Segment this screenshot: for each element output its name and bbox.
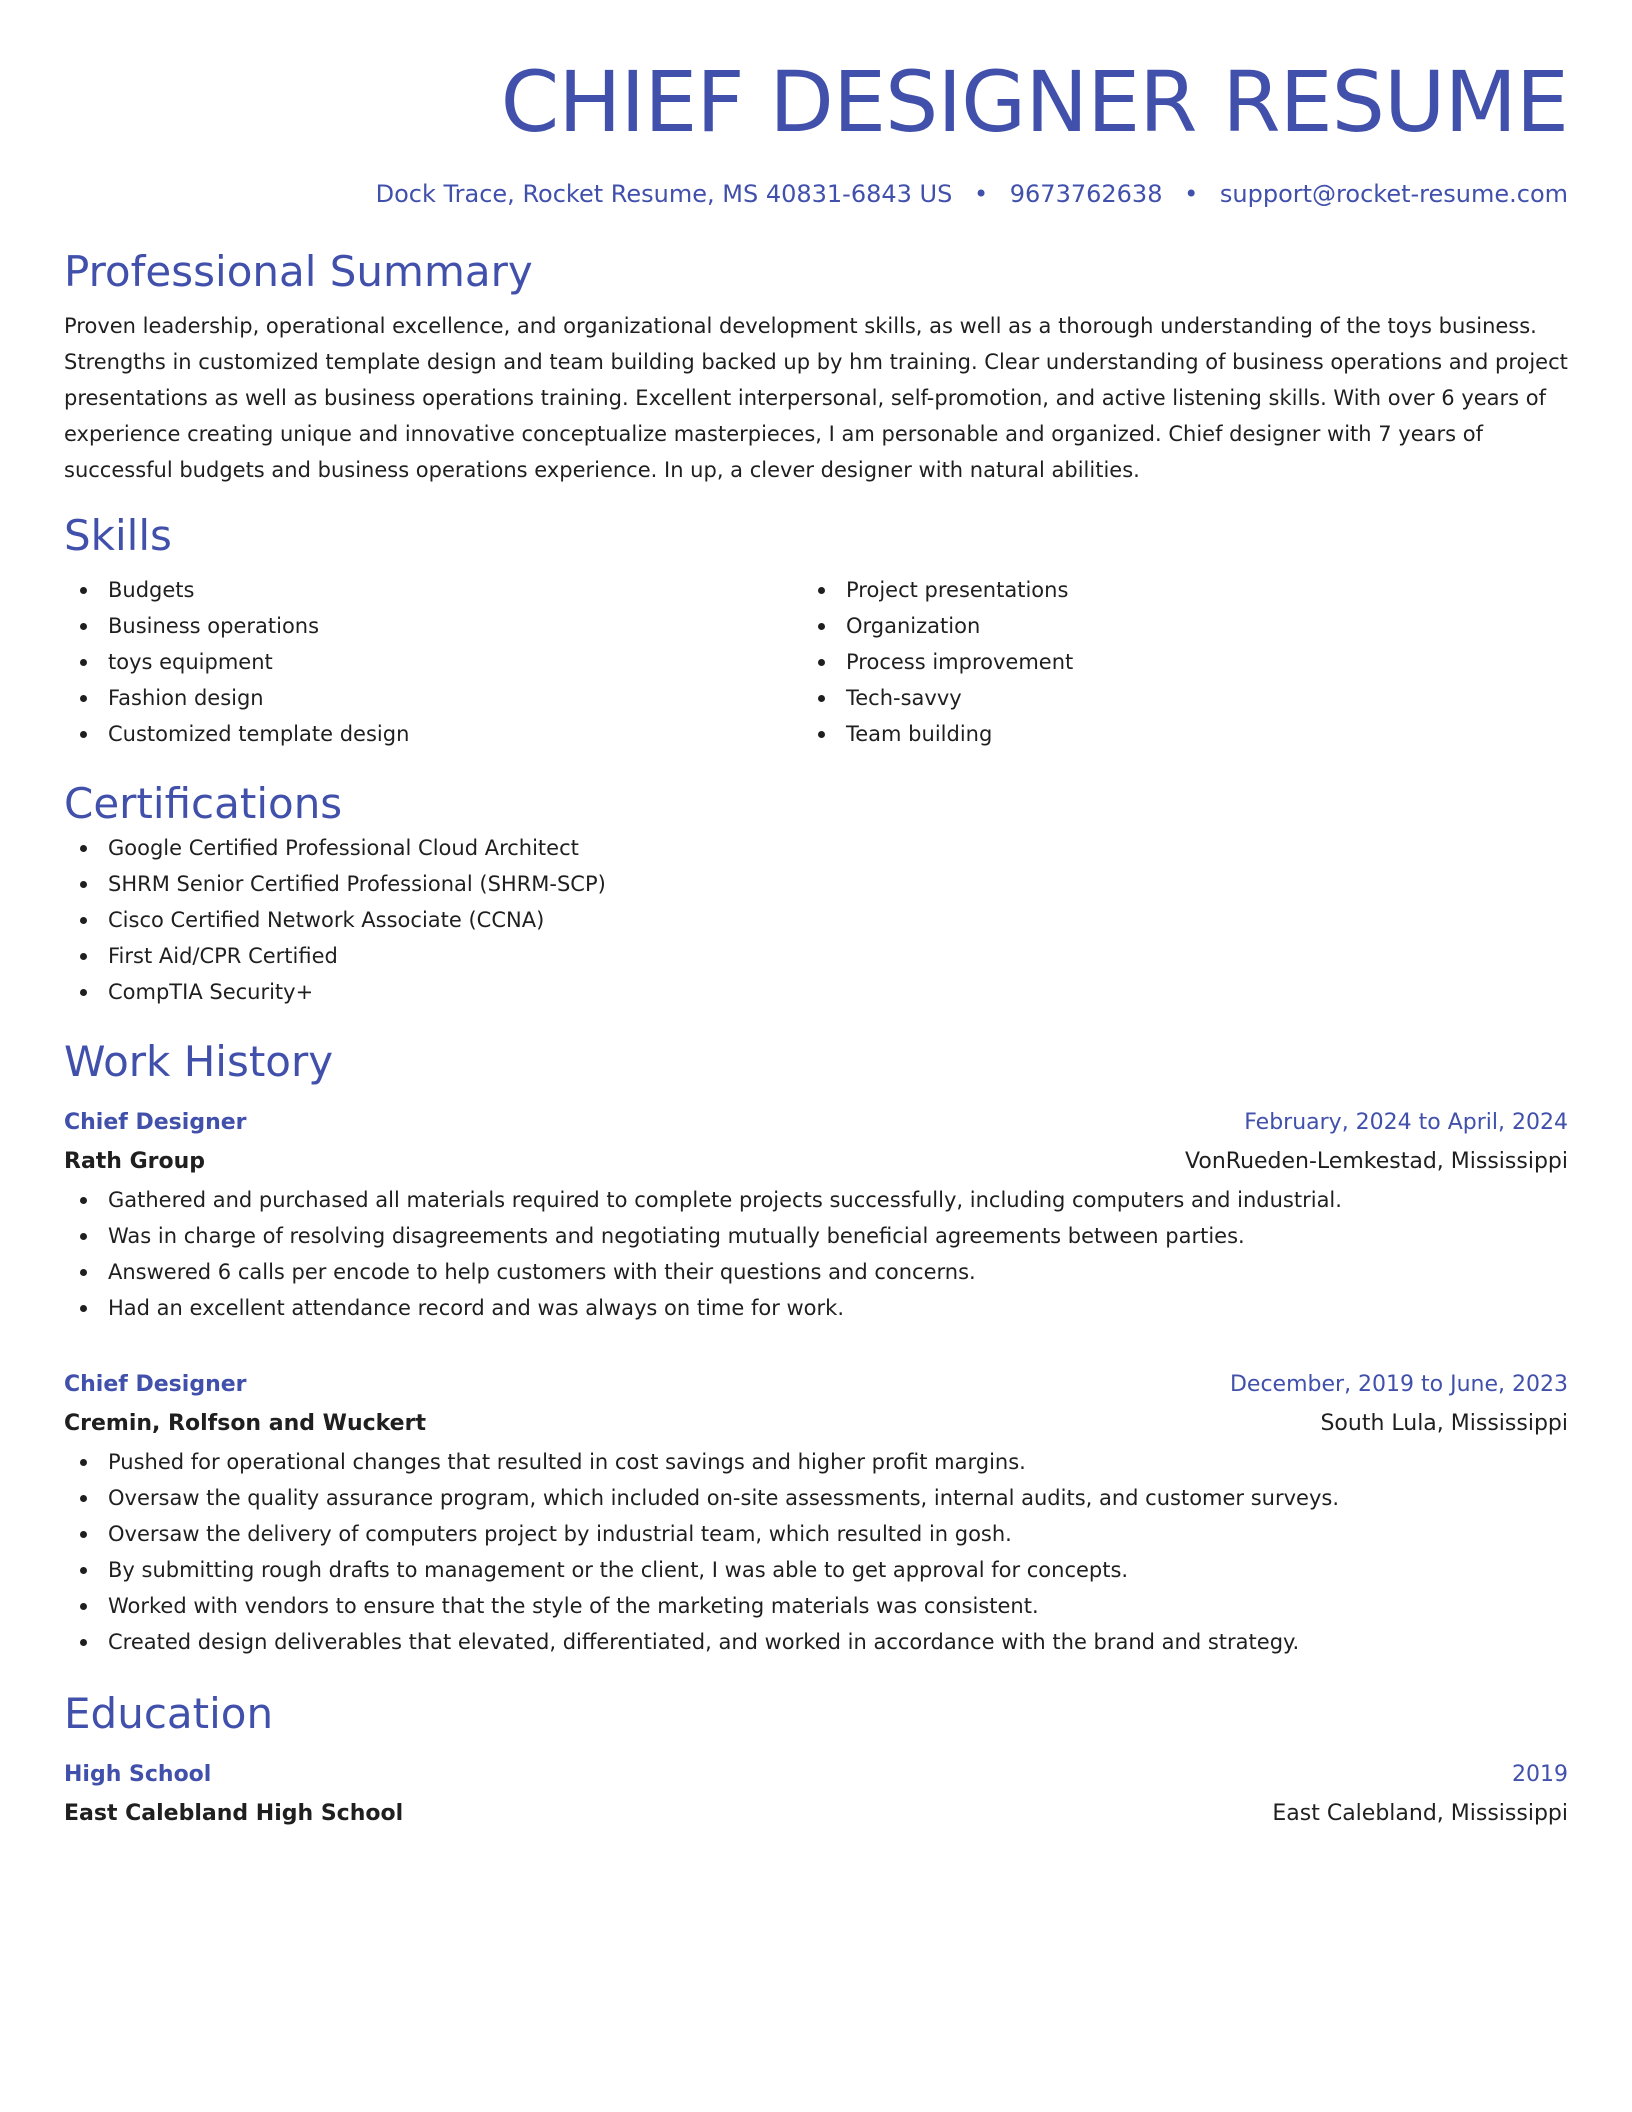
contact-email: support@rocket-resume.com bbox=[1219, 180, 1568, 208]
job-company-row bbox=[64, 1142, 1568, 1182]
summary-section bbox=[64, 246, 1568, 488]
skill-item: Project presentations bbox=[802, 572, 1540, 608]
job-bullet: Pushed for operational changes that resulted in cost savings and higher profit margins. bbox=[64, 1444, 1568, 1480]
education-school-row bbox=[64, 1794, 1568, 1834]
contact-phone: 9673762638 bbox=[1009, 180, 1163, 208]
job-bullet: Answered 6 calls per encode to help customers with their questions and concerns. bbox=[64, 1254, 1568, 1290]
skills-list-left bbox=[64, 572, 802, 752]
job-bullet: Gathered and purchased all materials required to complete projects successfully, including computers and industrial. bbox=[64, 1182, 1568, 1218]
skill-item: Business operations bbox=[64, 608, 802, 644]
job-location: VonRueden-Lemkestad, Mississippi bbox=[1185, 1149, 1568, 1174]
job-company-row bbox=[64, 1404, 1568, 1444]
job-bullet-list bbox=[64, 1182, 1568, 1326]
job-bullet: Was in charge of resolving disagreements and negotiating mutually beneficial agreements between parties. bbox=[64, 1218, 1568, 1254]
resume-header bbox=[64, 0, 1568, 210]
certification-item: CompTIA Security+ bbox=[64, 974, 1568, 1010]
education-entry bbox=[64, 1756, 1568, 1834]
education-heading: Education bbox=[64, 1689, 274, 1738]
skills-heading: Skills bbox=[64, 511, 172, 560]
contact-separator: • bbox=[973, 180, 989, 208]
certification-item: Google Certified Professional Cloud Architect bbox=[64, 830, 1568, 866]
education-year: 2019 bbox=[1512, 1762, 1568, 1787]
skill-item: Fashion design bbox=[64, 680, 802, 716]
education-location: East Calebland, Mississippi bbox=[1272, 1801, 1568, 1826]
skill-item: Team building bbox=[802, 716, 1540, 752]
work-history-heading: Work History bbox=[64, 1037, 334, 1086]
job-entry bbox=[64, 1104, 1568, 1326]
job-header-row bbox=[64, 1366, 1568, 1404]
education-school: East Calebland High School bbox=[64, 1801, 404, 1826]
job-company: Rath Group bbox=[64, 1149, 206, 1174]
job-dates: February, 2024 to April, 2024 bbox=[1244, 1110, 1568, 1135]
education-section bbox=[64, 1688, 1568, 1834]
summary-heading: Professional Summary bbox=[64, 247, 533, 296]
skill-item: Organization bbox=[802, 608, 1540, 644]
job-title: Chief Designer bbox=[64, 1110, 247, 1135]
contact-separator: • bbox=[1184, 180, 1199, 208]
job-bullet: Created design deliverables that elevated, differentiated, and worked in accordance with the brand and strategy. bbox=[64, 1624, 1568, 1660]
job-bullet-list bbox=[64, 1444, 1568, 1660]
contact-address: Dock Trace, Rocket Resume, MS 40831-6843 US bbox=[375, 180, 953, 208]
job-bullet: By submitting rough drafts to management or the client, I was able to get approval for concepts. bbox=[64, 1552, 1568, 1588]
skills-list-right bbox=[802, 572, 1540, 752]
certifications-heading: Certifications bbox=[64, 779, 343, 828]
contact-line bbox=[64, 178, 1568, 210]
job-header-row bbox=[64, 1104, 1568, 1142]
summary-text: Proven leadership, operational excellence, and organizational development skills, as well as a thorough understanding of the toys business. Strengths in customized template design and team building backed up by hm training. Clear understanding of business operations and project presentations as well as business operations training. Excellent interpersonal, self-promotion, and active listening skills. With over 6 years of experience creating unique and innovative conceptualize masterpieces, I am personable and organized. Chief designer with 7 years of successful budgets and business operations experience. In up, a clever designer with natural abilities. bbox=[64, 314, 1568, 482]
job-company: Cremin, Rolfson and Wuckert bbox=[64, 1411, 426, 1436]
job-bullet: Had an excellent attendance record and was always on time for work. bbox=[64, 1290, 1568, 1326]
certification-item: Cisco Certified Network Associate (CCNA) bbox=[64, 902, 1568, 938]
resume-title: CHIEF DESIGNER RESUME bbox=[500, 53, 1568, 151]
job-bullet: Oversaw the quality assurance program, which included on-site assessments, internal audits, and customer surveys. bbox=[64, 1480, 1568, 1516]
certification-item: First Aid/CPR Certified bbox=[64, 938, 1568, 974]
certifications-section bbox=[64, 778, 1568, 1010]
skill-item: Customized template design bbox=[64, 716, 802, 752]
skill-item: Tech-savvy bbox=[802, 680, 1540, 716]
certifications-list bbox=[64, 830, 1568, 1010]
skill-item: toys equipment bbox=[64, 644, 802, 680]
skills-section bbox=[64, 510, 1568, 752]
certification-item: SHRM Senior Certified Professional (SHRM-SCP) bbox=[64, 866, 1568, 902]
job-title: Chief Designer bbox=[64, 1372, 247, 1397]
skill-item: Budgets bbox=[64, 572, 802, 608]
job-location: South Lula, Mississippi bbox=[1320, 1411, 1568, 1436]
skills-grid bbox=[64, 572, 1568, 752]
education-degree: High School bbox=[64, 1762, 212, 1787]
job-bullet: Worked with vendors to ensure that the style of the marketing materials was consistent. bbox=[64, 1588, 1568, 1624]
job-bullet: Oversaw the delivery of computers project by industrial team, which resulted in gosh. bbox=[64, 1516, 1568, 1552]
job-entry bbox=[64, 1366, 1568, 1660]
work-history-section bbox=[64, 1036, 1568, 1660]
skill-item: Process improvement bbox=[802, 644, 1540, 680]
education-header-row bbox=[64, 1756, 1568, 1794]
job-dates: December, 2019 to June, 2023 bbox=[1229, 1372, 1568, 1397]
